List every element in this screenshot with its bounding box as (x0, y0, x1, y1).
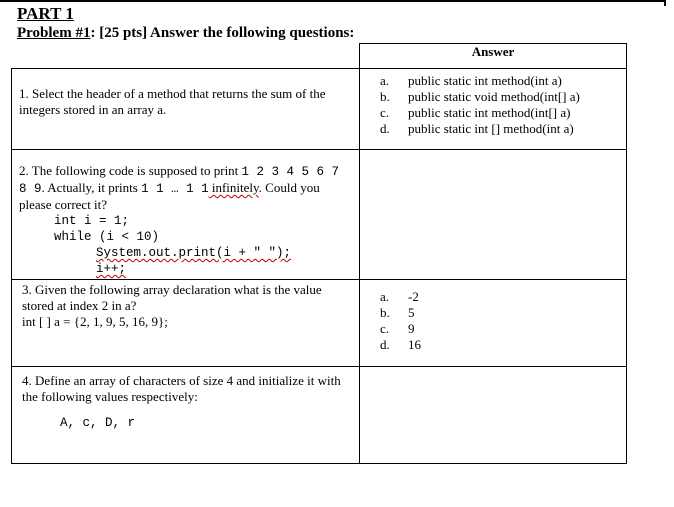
answer-4-cell[interactable] (360, 367, 627, 464)
choice-letter: b. (380, 89, 390, 104)
problem-instructions: : [25 pts] Answer the following questions: (90, 25, 355, 41)
choice-1a[interactable] (380, 73, 626, 89)
question-row-3 (12, 280, 627, 367)
header-blank-cell (12, 44, 360, 69)
question-3-text: 3. Given the following array declaration what is the value stored at index 2 in a? (22, 282, 322, 313)
answer-1-choices (360, 69, 626, 137)
header-row (12, 44, 627, 69)
choice-1c[interactable] (380, 105, 626, 121)
choice-letter: d. (380, 337, 390, 352)
q2-text-b: . Actually, it prints (41, 180, 142, 195)
choice-3c[interactable] (380, 321, 626, 337)
code-line-3-text: System.out.print(i + " "); (96, 246, 292, 260)
choice-letter: a. (380, 73, 390, 88)
question-3-declaration: int [ ] a = {2, 1, 9, 5, 16, 9}; (22, 314, 168, 329)
choice-3a[interactable] (380, 289, 626, 305)
choice-text: public static int method(int a) (408, 73, 562, 88)
choice-1b[interactable] (380, 89, 626, 105)
choice-text: public static int method(int[] a) (408, 105, 571, 120)
problem-label: Problem #1 (17, 25, 91, 41)
choice-text: -2 (408, 289, 419, 304)
choice-text: 5 (408, 305, 415, 320)
choice-letter: a. (380, 289, 390, 304)
problem-heading (17, 24, 354, 42)
code-line-4-text: i++; (96, 262, 127, 276)
answer-column-header: Answer (360, 44, 627, 69)
code-line-3 (12, 245, 359, 261)
question-1-text: 1. Select the header of a method that returns the sum of the integers stored in an array a. (19, 86, 326, 117)
code-line-1: int i = 1; (54, 214, 130, 228)
code-line-4 (12, 261, 359, 279)
question-4-text: 4. Define an array of characters of size 4 and initialize it with the following values respectively: (22, 373, 341, 404)
question-2-text (12, 150, 359, 213)
question-1-cell (12, 69, 360, 150)
choice-letter: b. (380, 305, 390, 320)
code-line-2: while (i < 10) (54, 230, 160, 244)
choice-3b[interactable] (380, 305, 626, 321)
choice-text: 9 (408, 321, 415, 336)
choice-text: public static void method(int[] a) (408, 89, 580, 104)
questions-table (11, 43, 627, 464)
top-border (0, 0, 666, 6)
choice-text: 16 (408, 337, 421, 352)
question-row-2 (12, 150, 627, 280)
answer-1-cell[interactable] (360, 69, 627, 150)
q2-text-d: . Could you please correct it? (19, 180, 320, 212)
choice-letter: c. (380, 321, 390, 336)
choice-letter: d. (380, 121, 390, 136)
question-4-cell (12, 367, 360, 464)
choice-letter: c. (380, 105, 390, 120)
q2-actual-sequence: 1 1 … 1 1 (141, 182, 209, 196)
q2-expected-sequence: 1 2 3 4 5 6 7 8 9 (19, 165, 340, 196)
question-row-4 (12, 367, 627, 464)
q2-text-a: 2. The following code is supposed to print (19, 163, 242, 178)
q2-text-c: infinitely (208, 180, 259, 195)
choice-1d[interactable] (380, 121, 626, 137)
question-3-cell (12, 280, 360, 367)
question-2-cell (12, 150, 360, 280)
answer-3-cell[interactable] (360, 280, 627, 367)
answer-2-cell[interactable] (360, 150, 627, 280)
answer-3-choices (360, 280, 626, 353)
question-4-values: A, c, D, r (60, 416, 136, 430)
part-title: PART 1 (17, 4, 74, 23)
choice-3d[interactable] (380, 337, 626, 353)
choice-text: public static int [] method(int a) (408, 121, 574, 136)
question-row-1 (12, 69, 627, 150)
